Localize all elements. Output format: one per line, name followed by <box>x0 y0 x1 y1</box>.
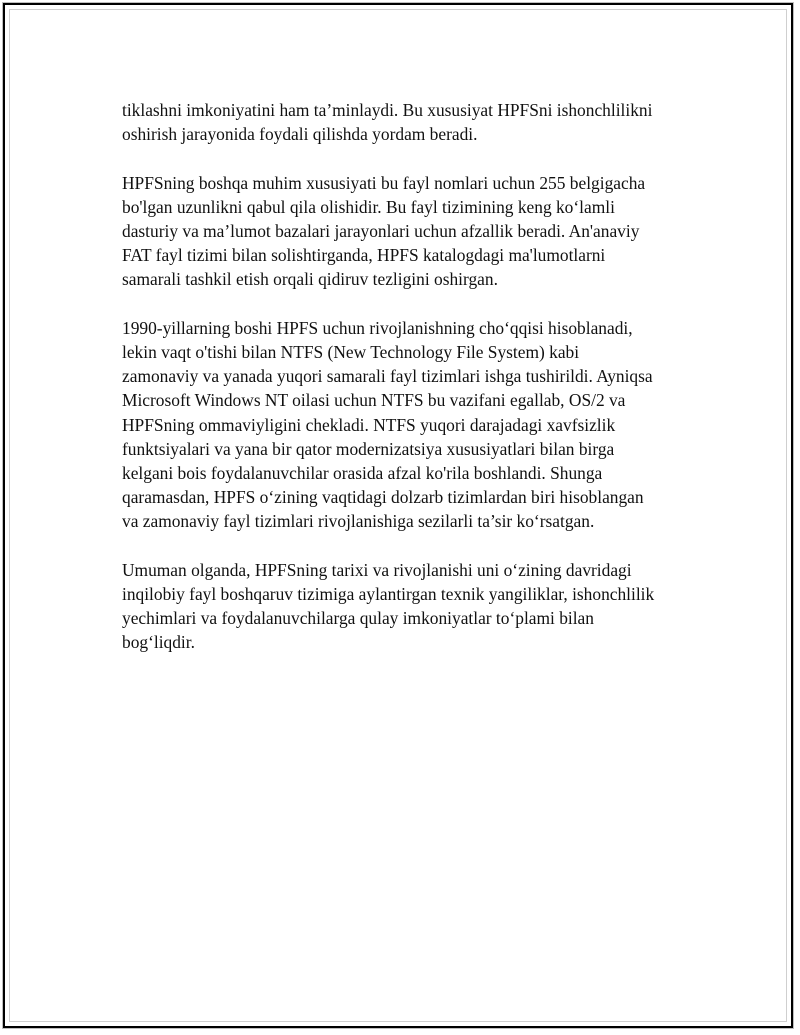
document-body <box>122 98 692 679</box>
document-page <box>3 3 793 1028</box>
text-line: FAT fayl tizimi bilan solishtirganda, HPFS katalogdagi ma'lumotlarni <box>122 245 606 266</box>
text-line: kelgani bois foydalanuvchilar orasida afzal ko'rila boshlandi. Shunga <box>122 463 603 484</box>
text-line: lekin vaqt o'tishi bilan NTFS (New Technology File System) kabi <box>122 342 580 362</box>
paragraph-4 <box>122 558 692 655</box>
text-line: samarali tashkil etish orqali qidiruv tezligini oshirgan. <box>122 269 498 290</box>
text-line: HPFSning boshqa muhim xususiyati bu fayl nomlari uchun 255 belgigacha <box>122 172 646 193</box>
paragraph-3 <box>122 316 692 534</box>
text-line: oshirish jarayonida foydali qilishda yordam beradi. <box>122 124 478 145</box>
text-line: qaramasdan, HPFS o‘zining vaqtidagi dolzarb tizimlardan biri hisoblangan <box>122 487 644 508</box>
text-line: yechimlari va foydalanuvchilarga qulay imkoniyatlar to‘plami bilan <box>122 608 594 629</box>
paragraph-1 <box>122 98 692 146</box>
text-line: HPFSning ommaviyligini chekladi. NTFS yuqori darajadagi xavfsizlik <box>122 414 616 435</box>
text-line: Microsoft Windows NT oilasi uchun NTFS bu vazifani egallab, OS/2 va <box>122 390 626 411</box>
text-line: va zamonaviy fayl tizimlari rivojlanishiga sezilarli ta’sir ko‘rsatgan. <box>122 511 595 532</box>
text-line: funktsiyalari va yana bir qator modernizatsiya xususiyatlari bilan birga <box>122 438 615 459</box>
text-line: bog‘liqdir. <box>122 632 195 653</box>
text-line: 1990-yillarning boshi HPFS uchun rivojlanishning cho‘qqisi hisoblanadi, <box>122 317 633 338</box>
text-line: zamonaviy va yanada yuqori samarali fayl tizimlari ishga tushirildi. Ayniqsa <box>122 366 653 387</box>
text-line: dasturiy va ma’lumot bazalari jarayonlari uchun afzallik beradi. An'anaviy <box>122 221 640 241</box>
text-line: inqilobiy fayl boshqaruv tizimiga aylantirgan texnik yangiliklar, ishonchlilik <box>122 584 655 605</box>
text-line: tiklashni imkoniyatini ham ta’minlaydi. Bu xususiyat HPFSni ishonchlilikni <box>122 100 653 120</box>
paragraph-2 <box>122 171 692 292</box>
text-line: bo'lgan uzunlikni qabul qila olishidir. Bu fayl tizimining keng ko‘lamli <box>122 196 615 217</box>
text-line: Umuman olganda, HPFSning tarixi va rivojlanishi uni o‘zining davridagi <box>122 559 632 580</box>
